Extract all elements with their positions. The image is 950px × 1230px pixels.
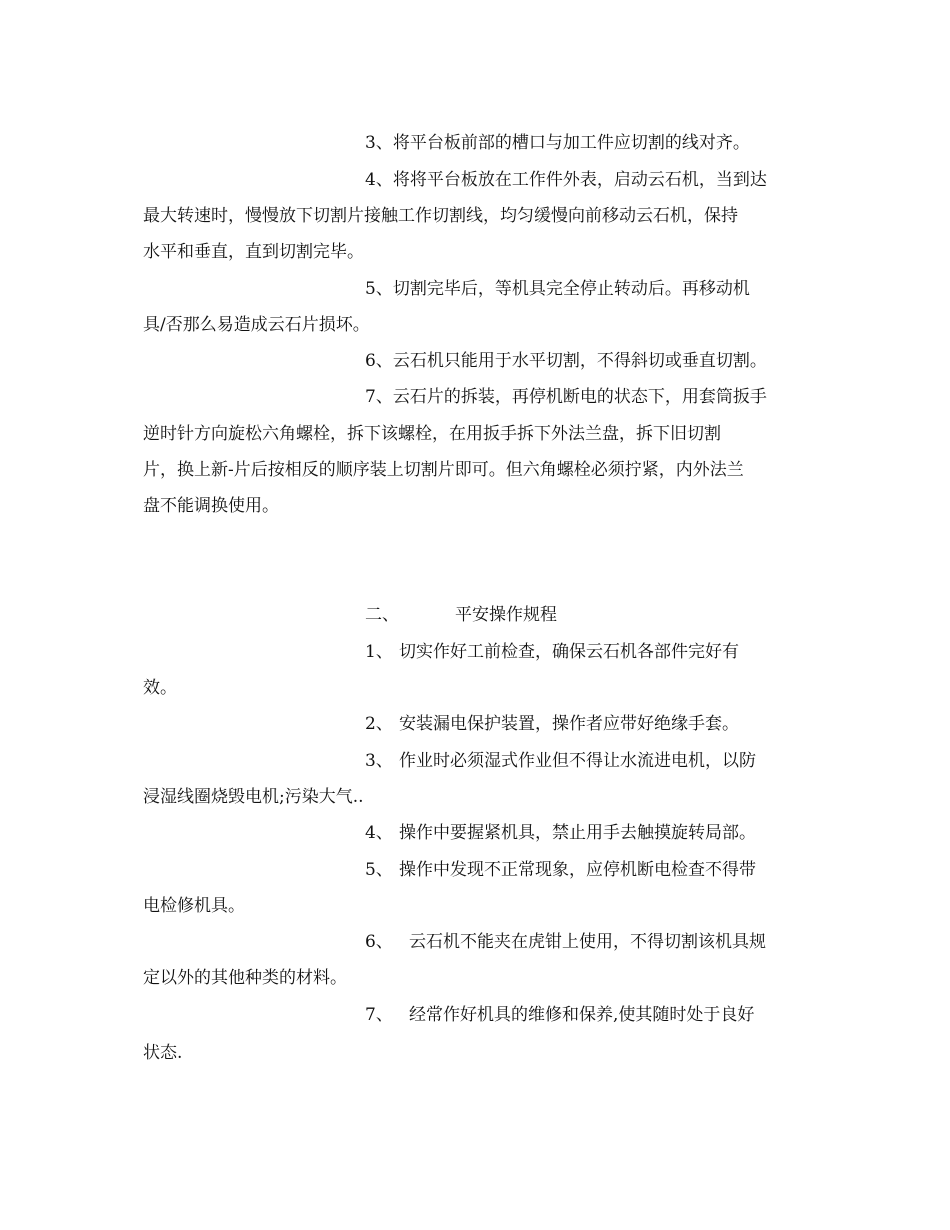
safety-item-4-number: 4、 xyxy=(365,823,393,843)
section-title: 平安操作规程 xyxy=(455,605,557,625)
section-heading xyxy=(365,605,557,625)
procedure-item-6-line-1: 6、云石机只能用于水平切割，不得斜切或垂直切割。 xyxy=(365,351,767,371)
safety-item-6-number: 6、 xyxy=(365,932,393,952)
safety-item-7-text: 经常作好机具的维修和保养,使其随时处于良好 xyxy=(409,1005,755,1025)
section-number: 二、 xyxy=(365,605,399,625)
procedure-item-7-line-4: 盘不能调换使用。 xyxy=(143,496,279,516)
safety-item-1-line-1 xyxy=(365,642,739,662)
safety-item-3-line-2: 浸湿线圈烧毁电机;污染大气.. xyxy=(143,787,364,807)
safety-item-1-number: 1、 xyxy=(365,642,393,662)
procedure-item-7-line-1: 7、云石片的拆装，再停机断电的状态下，用套筒扳手 xyxy=(365,387,767,407)
procedure-item-3-line-1: 3、将平台板前部的槽口与加工件应切割的线对齐。 xyxy=(365,133,750,153)
safety-item-5-number: 5、 xyxy=(365,860,393,880)
procedure-item-7-line-3: 片，换上新-片后按相反的顺序装上切割片即可。但六角螺栓必须拧紧，内外法兰 xyxy=(143,460,744,480)
safety-item-5-line-2: 电检修机具。 xyxy=(143,896,245,916)
safety-item-3-text: 作业时必须湿式作业但不得让水流进电机，以防 xyxy=(399,751,756,771)
procedure-item-7-line-2: 逆时针方向旋松六角螺栓，拆下该螺栓，在用扳手拆下外法兰盘，拆下旧切割 xyxy=(143,424,721,444)
safety-item-2-line-1 xyxy=(365,714,739,734)
safety-item-5-line-1 xyxy=(365,860,756,880)
procedure-item-4-line-3: 水平和垂直，直到切割完毕。 xyxy=(143,242,364,262)
safety-item-4-text: 操作中要握紧机具，禁止用手去触摸旋转局部。 xyxy=(399,823,756,843)
safety-item-2-number: 2、 xyxy=(365,714,393,734)
safety-item-7-number: 7、 xyxy=(365,1005,393,1025)
procedure-item-5-line-1: 5、切割完毕后，等机具完全停止转动后。再移动机 xyxy=(365,279,750,299)
safety-item-1-text: 切实作好工前检查，确保云石机各部件完好有 xyxy=(399,642,739,662)
safety-item-6-line-1 xyxy=(365,932,766,952)
procedure-item-4-line-1: 4、将将平台板放在工作件外表，启动云石机，当到达 xyxy=(365,170,767,190)
safety-item-4-line-1 xyxy=(365,823,756,843)
safety-item-7-line-1 xyxy=(365,1005,754,1025)
procedure-item-5-line-2: 具/否那么易造成云石片损坏。 xyxy=(143,315,370,335)
safety-item-3-line-1 xyxy=(365,751,756,771)
safety-item-2-text: 安装漏电保护装置，操作者应带好绝缘手套。 xyxy=(399,714,739,734)
procedure-item-4-line-2: 最大转速时，慢慢放下切割片接触工作切割线，均匀缓慢向前移动云石机，保持 xyxy=(143,206,738,226)
safety-item-7-line-2: 状态. xyxy=(143,1043,183,1063)
safety-item-5-text: 操作中发现不正常现象，应停机断电检查不得带 xyxy=(399,860,756,880)
safety-item-6-text: 云石机不能夹在虎钳上使用，不得切割该机具规 xyxy=(409,932,766,952)
safety-item-1-line-2: 效。 xyxy=(143,678,177,698)
safety-item-3-number: 3、 xyxy=(365,751,393,771)
safety-item-6-line-2: 定以外的其他种类的材料。 xyxy=(143,968,347,988)
